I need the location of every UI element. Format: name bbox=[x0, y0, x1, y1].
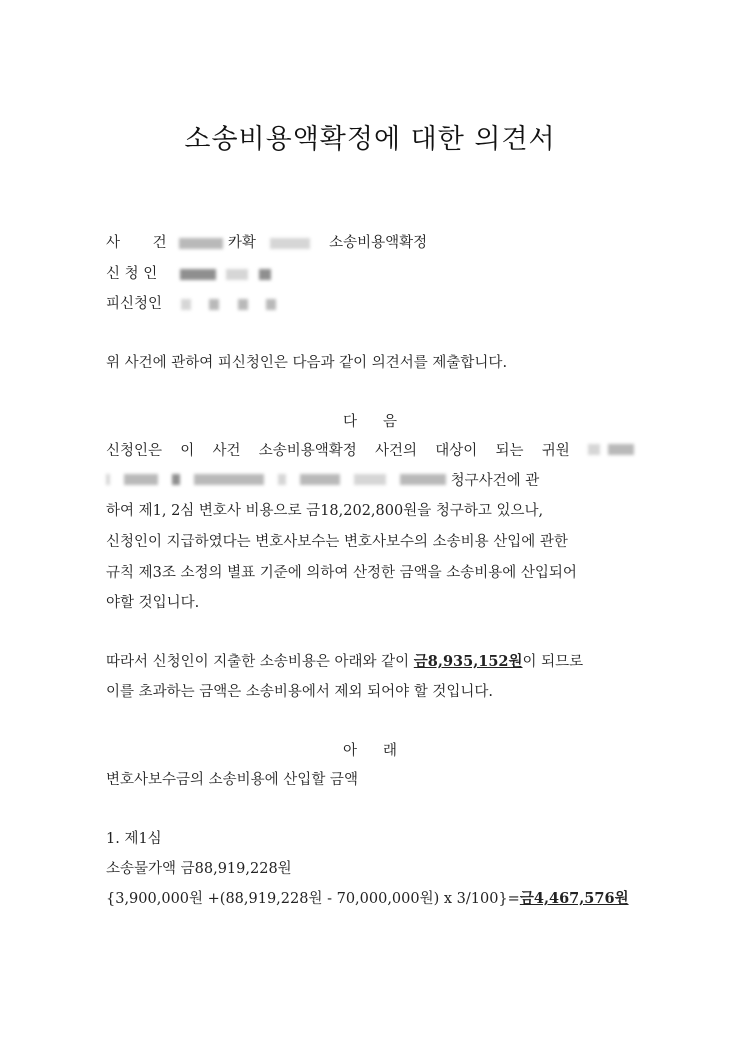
redacted-respondent-name-2 bbox=[209, 299, 219, 310]
respondent-row bbox=[106, 292, 276, 313]
calc-item1-formula: {3,900,000원 +(88,919,228원 - 70,000,000원) x 3/100}= bbox=[106, 891, 520, 907]
p1-word-1: 신청인은 bbox=[106, 443, 163, 459]
body-p1-line3: 하여 제1, 2심 변호사 비용으로 금18,202,800원을 청구하고 있으나, bbox=[106, 503, 544, 519]
redacted-case-number bbox=[270, 238, 310, 249]
case-label-geon: 건 bbox=[152, 235, 167, 251]
case-number-row bbox=[106, 231, 427, 252]
redacted-respondent-name-3 bbox=[238, 299, 248, 310]
redacted-applicant-name-3 bbox=[259, 269, 271, 280]
p1-word-6: 대상이 bbox=[435, 443, 478, 459]
p3-line1-post: 이 되므로 bbox=[522, 654, 584, 670]
document-title: 소송비용액확정에 대한 의견서 bbox=[184, 124, 556, 155]
applicant-label: 신 청 인 bbox=[106, 266, 158, 282]
body-p1-line2 bbox=[106, 469, 539, 490]
body-p2-line1: 신청인이 지급하였다는 변호사보수는 변호사보수의 소송비용 산입에 관한 bbox=[106, 534, 568, 550]
calc-item1-title: 1. 제1심 bbox=[106, 831, 162, 847]
heading-below: 아래 bbox=[342, 743, 423, 759]
redacted-applicant-name bbox=[180, 269, 216, 280]
body-p3-line2: 이를 초과하는 금액은 소송비용에서 제외 되어야 할 것입니다. bbox=[106, 684, 494, 700]
calc-subtitle: 변호사보수금의 소송비용에 산입할 금액 bbox=[106, 772, 358, 788]
heading-next: 다음 bbox=[342, 414, 423, 430]
body-p2-line3: 야할 것입니다. bbox=[106, 595, 200, 611]
claimed-total-amount: 금8,935,152원 bbox=[413, 653, 523, 670]
body-p1-line1 bbox=[106, 439, 634, 460]
p1-word-8: 귀원 bbox=[541, 443, 570, 459]
p1-word-2: 이 bbox=[180, 443, 195, 459]
p1-word-7: 되는 bbox=[495, 443, 524, 459]
intro-paragraph: 위 사건에 관하여 피신청인은 다음과 같이 의견서를 제출합니다. bbox=[106, 355, 508, 371]
redacted-respondent-name bbox=[181, 299, 191, 310]
respondent-label: 피신청인 bbox=[106, 296, 163, 312]
redacted-case-title bbox=[106, 474, 446, 485]
calc-item1-result: 금4,467,576원 bbox=[519, 890, 629, 907]
redacted-case-year bbox=[179, 238, 223, 249]
p3-line1-pre: 따라서 신청인이 지출한 소송비용은 아래와 같이 bbox=[106, 654, 414, 670]
redacted-applicant-name-2 bbox=[226, 269, 248, 280]
p1-line2-end: 청구사건에 관 bbox=[450, 473, 540, 489]
case-type: 카확 bbox=[227, 235, 256, 251]
case-name: 소송비용액확정 bbox=[329, 235, 428, 251]
p1-word-3: 사건 bbox=[212, 443, 241, 459]
redacted-court-name bbox=[588, 439, 634, 460]
calc-item1-value: 소송물가액 금88,919,228원 bbox=[106, 861, 292, 877]
body-p2-line2: 규칙 제3조 소정의 별표 기준에 의하여 산정한 금액을 소송비용에 산입되어 bbox=[106, 565, 577, 581]
applicant-row bbox=[106, 262, 271, 283]
case-label-sa: 사 bbox=[106, 235, 121, 251]
body-p3-line1 bbox=[106, 650, 583, 671]
calc-item1-formula-row bbox=[106, 887, 629, 908]
redacted-respondent-name-4 bbox=[266, 299, 276, 310]
p1-word-4: 소송비용액확정 bbox=[258, 443, 357, 459]
p1-word-5: 사건의 bbox=[375, 443, 418, 459]
